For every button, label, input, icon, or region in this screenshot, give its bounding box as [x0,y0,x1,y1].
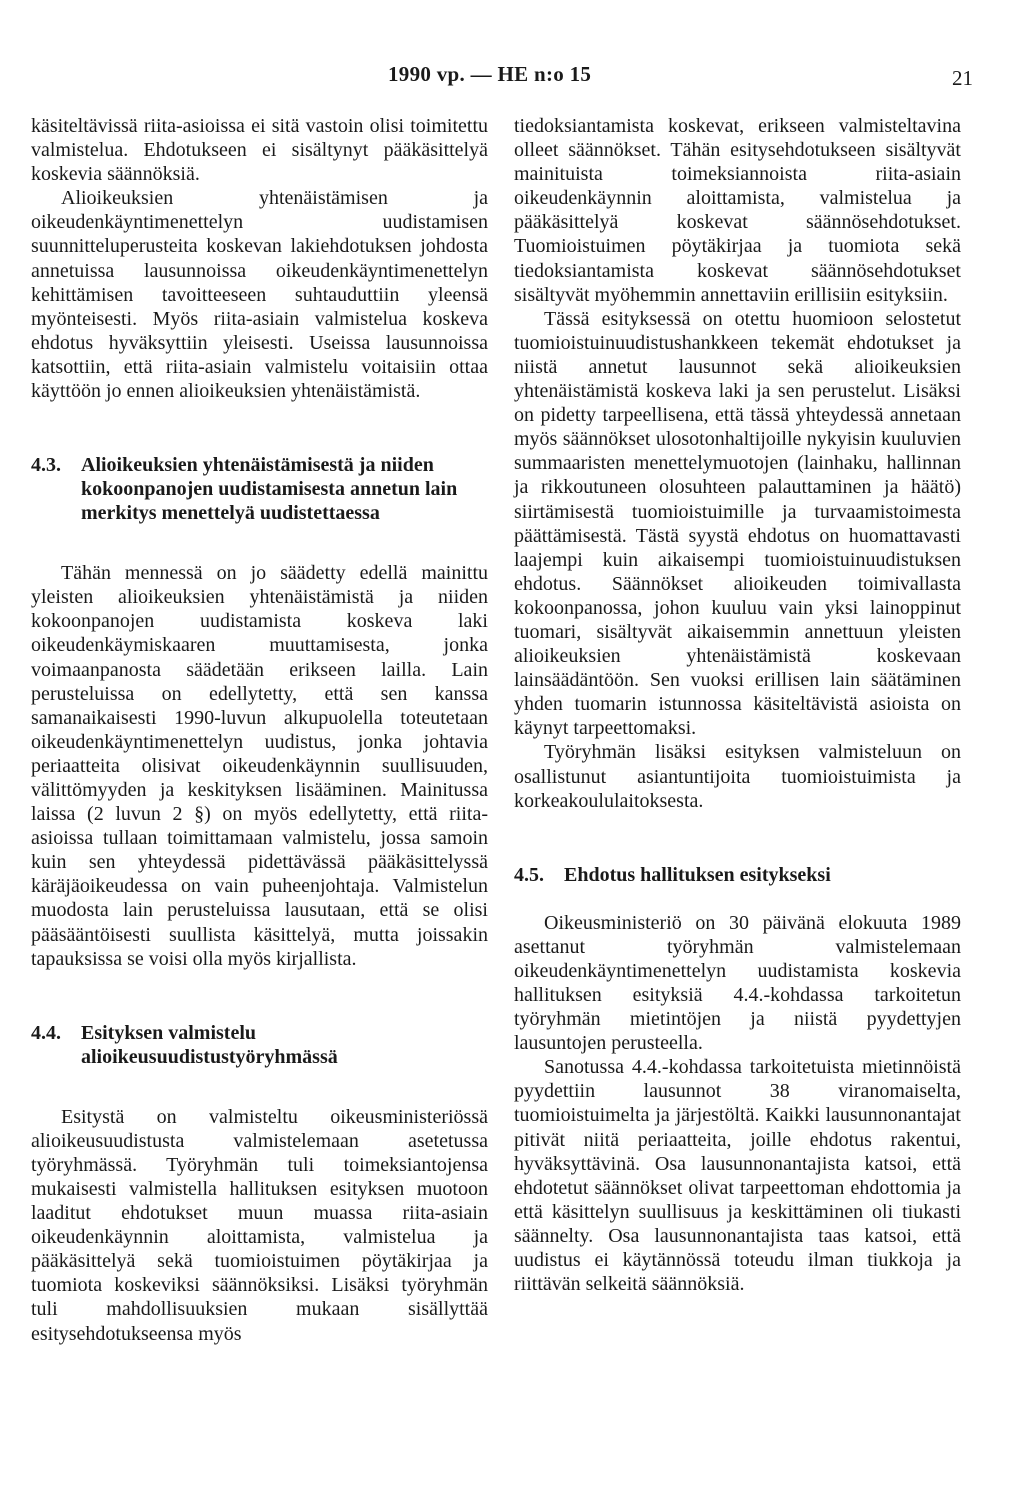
paragraph: Sanotussa 4.4.-kohdassa tarkoitetuista mietinnöistä pyydettiin lausunnot 38 viranomaiselta, tuomioistuimelta ja järjestöltä. Kaikki lausunnonantajat pitivät niitä periaatteita, joille ehdotus rakentui, hyväksyttävinä. Osa lausunnonantajista katsoi, että ehdotetut säännökset olivat tarpeettoman ehdottomia ja että käsittelyn suullisuus ja keskittäminen oli tiukasti säännelty. Osa lausunnonantajista taas katsoi, että uudistus ei käytännössä toteudu ilman tiukkoja ja riittävän selkeitä säännöksiä. [514,1056,961,1296]
paragraph: Oikeusministeriö on 30 päivänä elokuuta 1989 asettanut työryhmän valmistelemaan oikeudenkäyntimenettelyn uudistamista koskevia hallituksen esityksiä 4.4.-kohdassa tarkoitetun työryhmän mietintöjen ja niistä pyydettyjen lausuntojen perusteella. [514,911,961,1055]
paragraph: Tähän mennessä on jo säädetty edellä mainittu yleisten alioikeuksien yhtenäistämistä ja niiden kokoonpanojen uudistamista koskeva laki oikeudenkäymiskaaren muuttamisesta, jonka voimaanpanosta säädetään erikseen lailla. Lain perusteluissa on edellytetty, että sen kanssa samanaikaisesti 1990-luvun alkupuolella toteutetaan oikeudenkäyntimenettelyn uudistus, jonka johtavia periaatteita olisivat oikeudenkäynnin suullisuuden, välittömyyden ja keskityksen lisääminen. Mainitussa laissa (2 luvun 2 §) on myös edellytetty, että riita-asioissa tullaan toimittamaan valmistelu, jossa samoin kuin sen yhteydessä pidettävässä pääkäsittelyssä käräjäoikeudessa on vain puheenjohtaja. Valmistelun muodosta lain perusteluissa lausutaan, että se olisi pääsääntöisesti suullista käsittelyä, mutta joissakin tapauksissa se voisi olla myös kirjallista. [31,562,488,970]
paragraph: käsiteltävissä riita-asioissa ei sitä vastoin olisi toimitettu valmistelua. Ehdotukseen ei sisältynyt pääkäsittelyä koskevia säännöksiä. [31,115,488,186]
paragraph: tiedoksiantamista koskevat, erikseen valmisteltavina olleet säännökset. Tähän esitysehdotukseen sisältyvät mainituista toimeksiannoista riita-asiain oikeudenkäynnin aloittamista, valmistelua ja pääkäsittelyä koskevat säännösehdotukset. Tuomioistuimen pöytäkirjaa ja tuomiota sekä tiedoksiantamista koskevat säännösehdotukset sisältyvät myöhemmin annettaviin erillisiin esityksiin. [514,115,961,306]
paragraph: Esitystä on valmisteltu oikeusministeriössä alioikeusuudistusta valmistelemaan asetetussa työryhmässä. Työryhmän tuli toimeksiantojensa mukaisesti valmistella hallituksen esityksen muotoon laaditut ehdotukset muun muassa riita-asiain oikeudenkäynnin aloittamista, valmistelua ja pääkäsittelyä sekä tuomioistuimen pöytäkirjaa ja tuomiota koskeviksi säännöksiksi. Lisäksi työryhmän tuli mahdollisuuksien mukaan sisällyttää esitysehdotukseensa myös [31,1105,488,1345]
section-heading-4-3 [31,453,488,525]
section-heading-4-4 [31,1021,488,1069]
paragraph: Työryhmän lisäksi esityksen valmisteluun on osallistunut asiantuntijoita tuomioistuimista ja korkeakoululaitoksesta. [514,741,961,812]
paragraph: Tässä esityksessä on otettu huomioon selostetut tuomioistuinuudistushankkeen tekemät ehdotukset ja niistä annetut lausunnot sekä alioikeuksien yhtenäistämistä koskeva laki ja sen perustelut. Lisäksi on pidetty tarpeellisena, että tässä yhteydessä annetaan myös säännökset ulosotonhaltijoille nykyisin kuuluvien summaaristen menettelymuotojen (lainhaku, hallinnan ja rikkoutuneen olosuhteen palauttaminen ja häätö) siirtämisestä tuomioistuimille ja turvaamistoimesta päättämisestä. Tästä syystä ehdotus on huomattavasti laajempi kuin aikaisempi tuomioistuinuudistuksen ehdotus. Säännökset alioikeuden toimivallasta kokoonpanossa, johon kuuluu vain yksi lainoppinut tuomari, sisältyvät aikaisemmin annettuun yleisten alioikeuksien yhtenäistämistä koskevaan lainsäädäntöön. Sen vuoksi erillisen lain säätäminen yhden tuomarin istunnossa käsiteltävistä asioista on käynyt tarpeettomaksi. [514,307,961,740]
section-number: 4.5. [514,863,544,886]
right-column [514,114,961,1296]
section-title: Esityksen valmistelu alioikeusuudistustyöryhmässä [81,1021,338,1068]
page-number: 21 [952,66,973,90]
section-number: 4.4. [31,1021,61,1044]
section-heading-4-5 [514,863,961,887]
paragraph: Alioikeuksien yhtenäistämisen ja oikeudenkäyntimenettelyn uudistamisen suunnitteluperusteita koskevan lakiehdotuksen johdosta annetuissa lausunnoissa oikeudenkäyntimenettelyn kehittämisen tavoitteeseen suhtauduttiin yleensä myönteisesti. Myös riita-asiain valmistelua koskeva ehdotus hyväksyttiin yleisesti. Useissa lausunnoissa katsottiin, että riita-asiain valmistelu voitaisiin ottaa käyttöön jo ennen alioikeuksien yhtenäistämistä. [31,187,488,403]
document-reference: 1990 vp. — HE n:o 15 [388,62,592,86]
left-column [31,114,488,1346]
section-title: Ehdotus hallituksen esitykseksi [564,863,831,886]
section-title: Alioikeuksien yhtenäistämisestä ja niiden kokoonpanojen uudistamisesta annetun lain merkitys menettelyä uudistettaessa [81,454,458,525]
page-header [0,50,1024,90]
section-number: 4.3. [31,454,61,477]
